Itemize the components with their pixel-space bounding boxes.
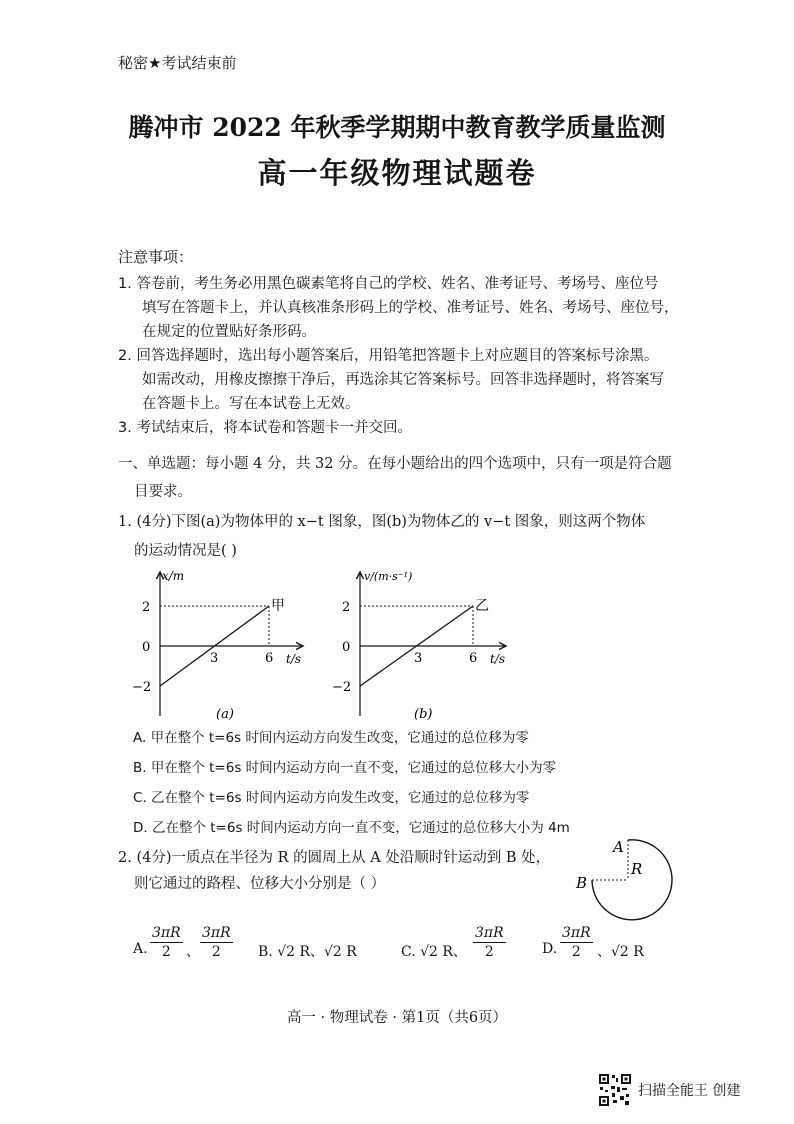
- fraction-denominator: 2: [484, 944, 494, 960]
- notes-heading: 注意事项：: [118, 248, 194, 266]
- y-tick: −2: [132, 680, 152, 695]
- graph-b: [328, 566, 528, 726]
- x-tick: 6: [265, 651, 274, 666]
- x-axis-label: t/s: [286, 652, 302, 666]
- fraction-numerator: 3πR: [152, 925, 181, 941]
- q2-option-c-label: C. √2 R、: [401, 944, 467, 960]
- y-tick: 0: [142, 640, 151, 655]
- graph-caption: (b): [414, 707, 433, 722]
- scanner-watermark: 扫描全能王 创建: [638, 1083, 741, 1099]
- q2-option-a-label: A.: [133, 941, 148, 957]
- x-axis-label: t/s: [490, 652, 506, 666]
- q2-option-d-label: D.: [542, 941, 558, 957]
- q1-option-a: A. 甲在整个 t=6s 时间内运动方向发生改变，它通过的总位移为零: [133, 730, 529, 746]
- q2-option-b: B. √2 R、√2 R: [258, 944, 357, 960]
- y-tick: 2: [142, 600, 151, 615]
- point-b-label: B: [576, 874, 588, 892]
- y-tick: −2: [332, 680, 352, 695]
- fraction-numerator: 3πR: [202, 925, 231, 941]
- q2-option-a-fraction: [150, 924, 183, 961]
- fraction-numerator: 3πR: [475, 925, 504, 941]
- y-axis-label: x/m: [162, 569, 185, 583]
- point-a-label: A: [613, 838, 624, 856]
- question-2-stem: 2. (4分)一质点在半径为 R 的圆周上从 A 处沿顺时针运动到 B 处，: [118, 850, 551, 866]
- note-line: 1. 答卷前，考生务必用黑色碳素笔将自己的学校、姓名、准考证号、考场号、座位号: [118, 276, 659, 292]
- note-line: 3. 考试结束后，将本试卷和答题卡一并交回。: [118, 420, 412, 436]
- fraction-denominator: 2: [161, 944, 171, 960]
- x-tick: 3: [414, 651, 423, 666]
- note-line: 在规定的位置贴好条形码。: [142, 324, 316, 340]
- fraction-denominator: 2: [571, 944, 581, 960]
- q2-option-d-tail: 、√2 R: [597, 944, 644, 960]
- q2-option-a-separator: 、: [186, 944, 200, 960]
- note-line: 填写在答题卡上，并认真核准条形码上的学校、准考证号、姓名、考场号、座位号，: [142, 300, 679, 316]
- qr-code-icon: [598, 1073, 632, 1107]
- x-tick: 3: [210, 651, 219, 666]
- question-2-stem-cont: 则它通过的路程、位移大小分别是（ ）: [134, 876, 386, 892]
- radius-label: R: [631, 860, 643, 878]
- y-tick: 0: [342, 640, 351, 655]
- q2-option-a-fraction-2: [200, 924, 233, 961]
- q2-option-d-fraction: [560, 924, 593, 961]
- graph-caption: (a): [216, 707, 234, 722]
- note-line: 如需改动，用橡皮擦擦干净后，再选涂其它答案标号。回答非选择题时，将答案写: [142, 372, 664, 388]
- exam-title: 腾冲市 2022 年秋季学期期中教育教学质量监测: [128, 113, 666, 142]
- x-tick: 6: [469, 651, 478, 666]
- question-1-stem-cont: 的运动情况是( ): [134, 543, 237, 559]
- fraction-numerator: 3πR: [562, 925, 591, 941]
- y-axis-label: v/(m·s⁻¹): [364, 570, 413, 583]
- question-1-stem: 1. (4分)下图(a)为物体甲的 x−t 图象，图(b)为物体乙的 v−t 图象，则这两个物体: [118, 514, 646, 530]
- q2-option-c-fraction: [473, 924, 506, 961]
- q1-option-c: C. 乙在整个 t=6s 时间内运动方向发生改变，它通过的总位移为零: [133, 790, 530, 806]
- graph-a: [128, 566, 318, 726]
- q1-option-d: D. 乙在整个 t=6s 时间内运动方向一直不变，它通过的总位移大小为 4m: [133, 820, 570, 836]
- section-heading-cont: 目要求。: [134, 484, 192, 500]
- confidential-label: 秘密★考试结束前: [118, 54, 237, 72]
- fraction-denominator: 2: [211, 944, 221, 960]
- circle-arc: [592, 840, 672, 920]
- page-footer: 高一 · 物理试卷 · 第1页（共6页）: [286, 1010, 508, 1026]
- y-tick: 2: [342, 600, 351, 615]
- exam-subtitle: 高一年级物理试题卷: [257, 156, 537, 190]
- q1-option-b: B. 甲在整个 t=6s 时间内运动方向一直不变，它通过的总位移大小为零: [133, 760, 557, 776]
- curve-label: 甲: [271, 598, 285, 614]
- curve-label: 乙: [475, 598, 489, 614]
- circle-diagram: [570, 830, 680, 926]
- note-line: 2. 回答选择题时，选出每小题答案后，用铅笔把答题卡上对应题目的答案标号涂黑。: [118, 348, 659, 364]
- section-heading: 一、单选题：每小题 4 分，共 32 分。在每小题给出的四个选项中，只有一项是符合题: [118, 456, 672, 472]
- note-line: 在答题卡上。写在本试卷上无效。: [142, 396, 360, 412]
